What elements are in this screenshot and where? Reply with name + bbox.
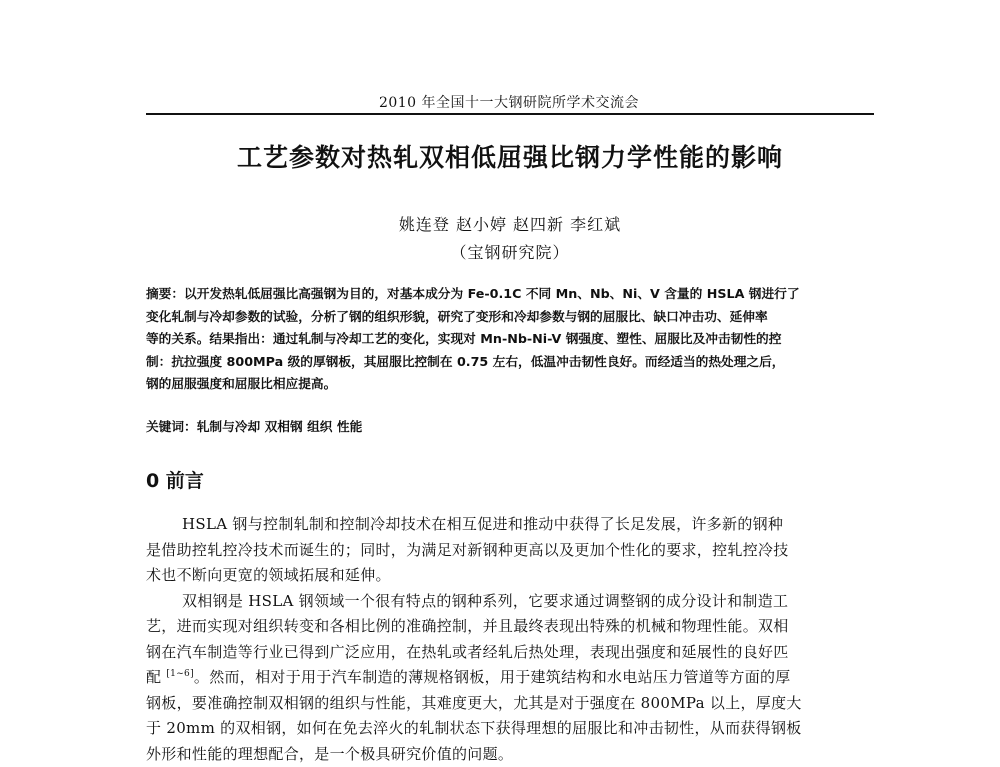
body-line: 外形和性能的理想配合，是一个极具研究价值的问题。 bbox=[146, 742, 874, 767]
abstract-line: 钢的屈服强度和屈服比相应提高。 bbox=[146, 373, 874, 396]
body-line: 钢板，要准确控制双相钢的组织与性能，其难度更大，尤其是对于强度在 800MPa 以上，厚度大 bbox=[146, 691, 874, 717]
running-header: 2010 年全国十一大钢研院所学术交流会 bbox=[148, 92, 870, 112]
body-line: 于 20mm 的双相钢，如何在免去淬火的轧制状态下获得理想的屈服比和冲击韧性，从而获得钢板 bbox=[146, 716, 874, 742]
body-line: HSLA 钢与控制轧制和控制冷却技术在相互促进和推动中获得了长足发展，许多新的钢种 bbox=[146, 512, 874, 538]
abstract-line: 等的关系。结果指出：通过轧制与冷却工艺的变化，实现对 Mn-Nb-Ni-V 钢强度、塑性、屈服比及冲击韧性的控 bbox=[146, 328, 874, 351]
body-line: 钢在汽车制造等行业已得到广泛应用，在热轧或者经轧后热处理，表现出强度和延展性的良好匹 bbox=[146, 640, 874, 666]
introduction-body bbox=[146, 512, 874, 767]
citation-ref: [1~6] bbox=[166, 669, 194, 679]
abstract bbox=[146, 283, 874, 396]
affiliation: （宝钢研究院） bbox=[150, 240, 870, 263]
abstract-line: 制：抗拉强度 800MPa 级的厚钢板，其屈服比控制在 0.75 左右，低温冲击韧性良好。而经适当的热处理之后， bbox=[146, 351, 874, 374]
abstract-line: 摘要：以开发热轧低屈强比高强钢为目的，对基本成分为 Fe-0.1C 不同 Mn、Nb、Ni、V 含量的 HSLA 钢进行了 bbox=[146, 283, 874, 306]
paper-title: 工艺参数对热轧双相低屈强比钢力学性能的影响 bbox=[146, 138, 874, 174]
section-heading-introduction: 0 前言 bbox=[146, 466, 204, 493]
header-rule bbox=[146, 113, 874, 115]
keywords: 关键词：轧制与冷却 双相钢 组织 性能 bbox=[146, 416, 874, 435]
body-line: 是借助控轧控冷技术而诞生的；同时，为满足对新钢种更高以及更加个性化的要求，控轧控冷技 bbox=[146, 538, 874, 564]
abstract-line: 变化轧制与冷却参数的试验，分析了钢的组织形貌，研究了变形和冷却参数与钢的屈服比、缺口冲击功、延伸率 bbox=[146, 306, 874, 329]
body-line: 术也不断向更宽的领域拓展和延伸。 bbox=[146, 563, 874, 589]
body-line: 双相钢是 HSLA 钢领域一个很有特点的钢种系列，它要求通过调整钢的成分设计和制造工 bbox=[146, 589, 874, 615]
authors: 姚连登 赵小婷 赵四新 李红斌 bbox=[150, 212, 870, 235]
body-line-with-citation bbox=[146, 665, 874, 691]
body-line: 艺，进而实现对组织转变和各相比例的准确控制，并且最终表现出特殊的机械和物理性能。双相 bbox=[146, 614, 874, 640]
body-line-prefix: 配 bbox=[146, 668, 166, 686]
body-line-suffix: 。然而，相对于用于汽车制造的薄规格钢板，用于建筑结构和水电站压力管道等方面的厚 bbox=[194, 668, 791, 686]
